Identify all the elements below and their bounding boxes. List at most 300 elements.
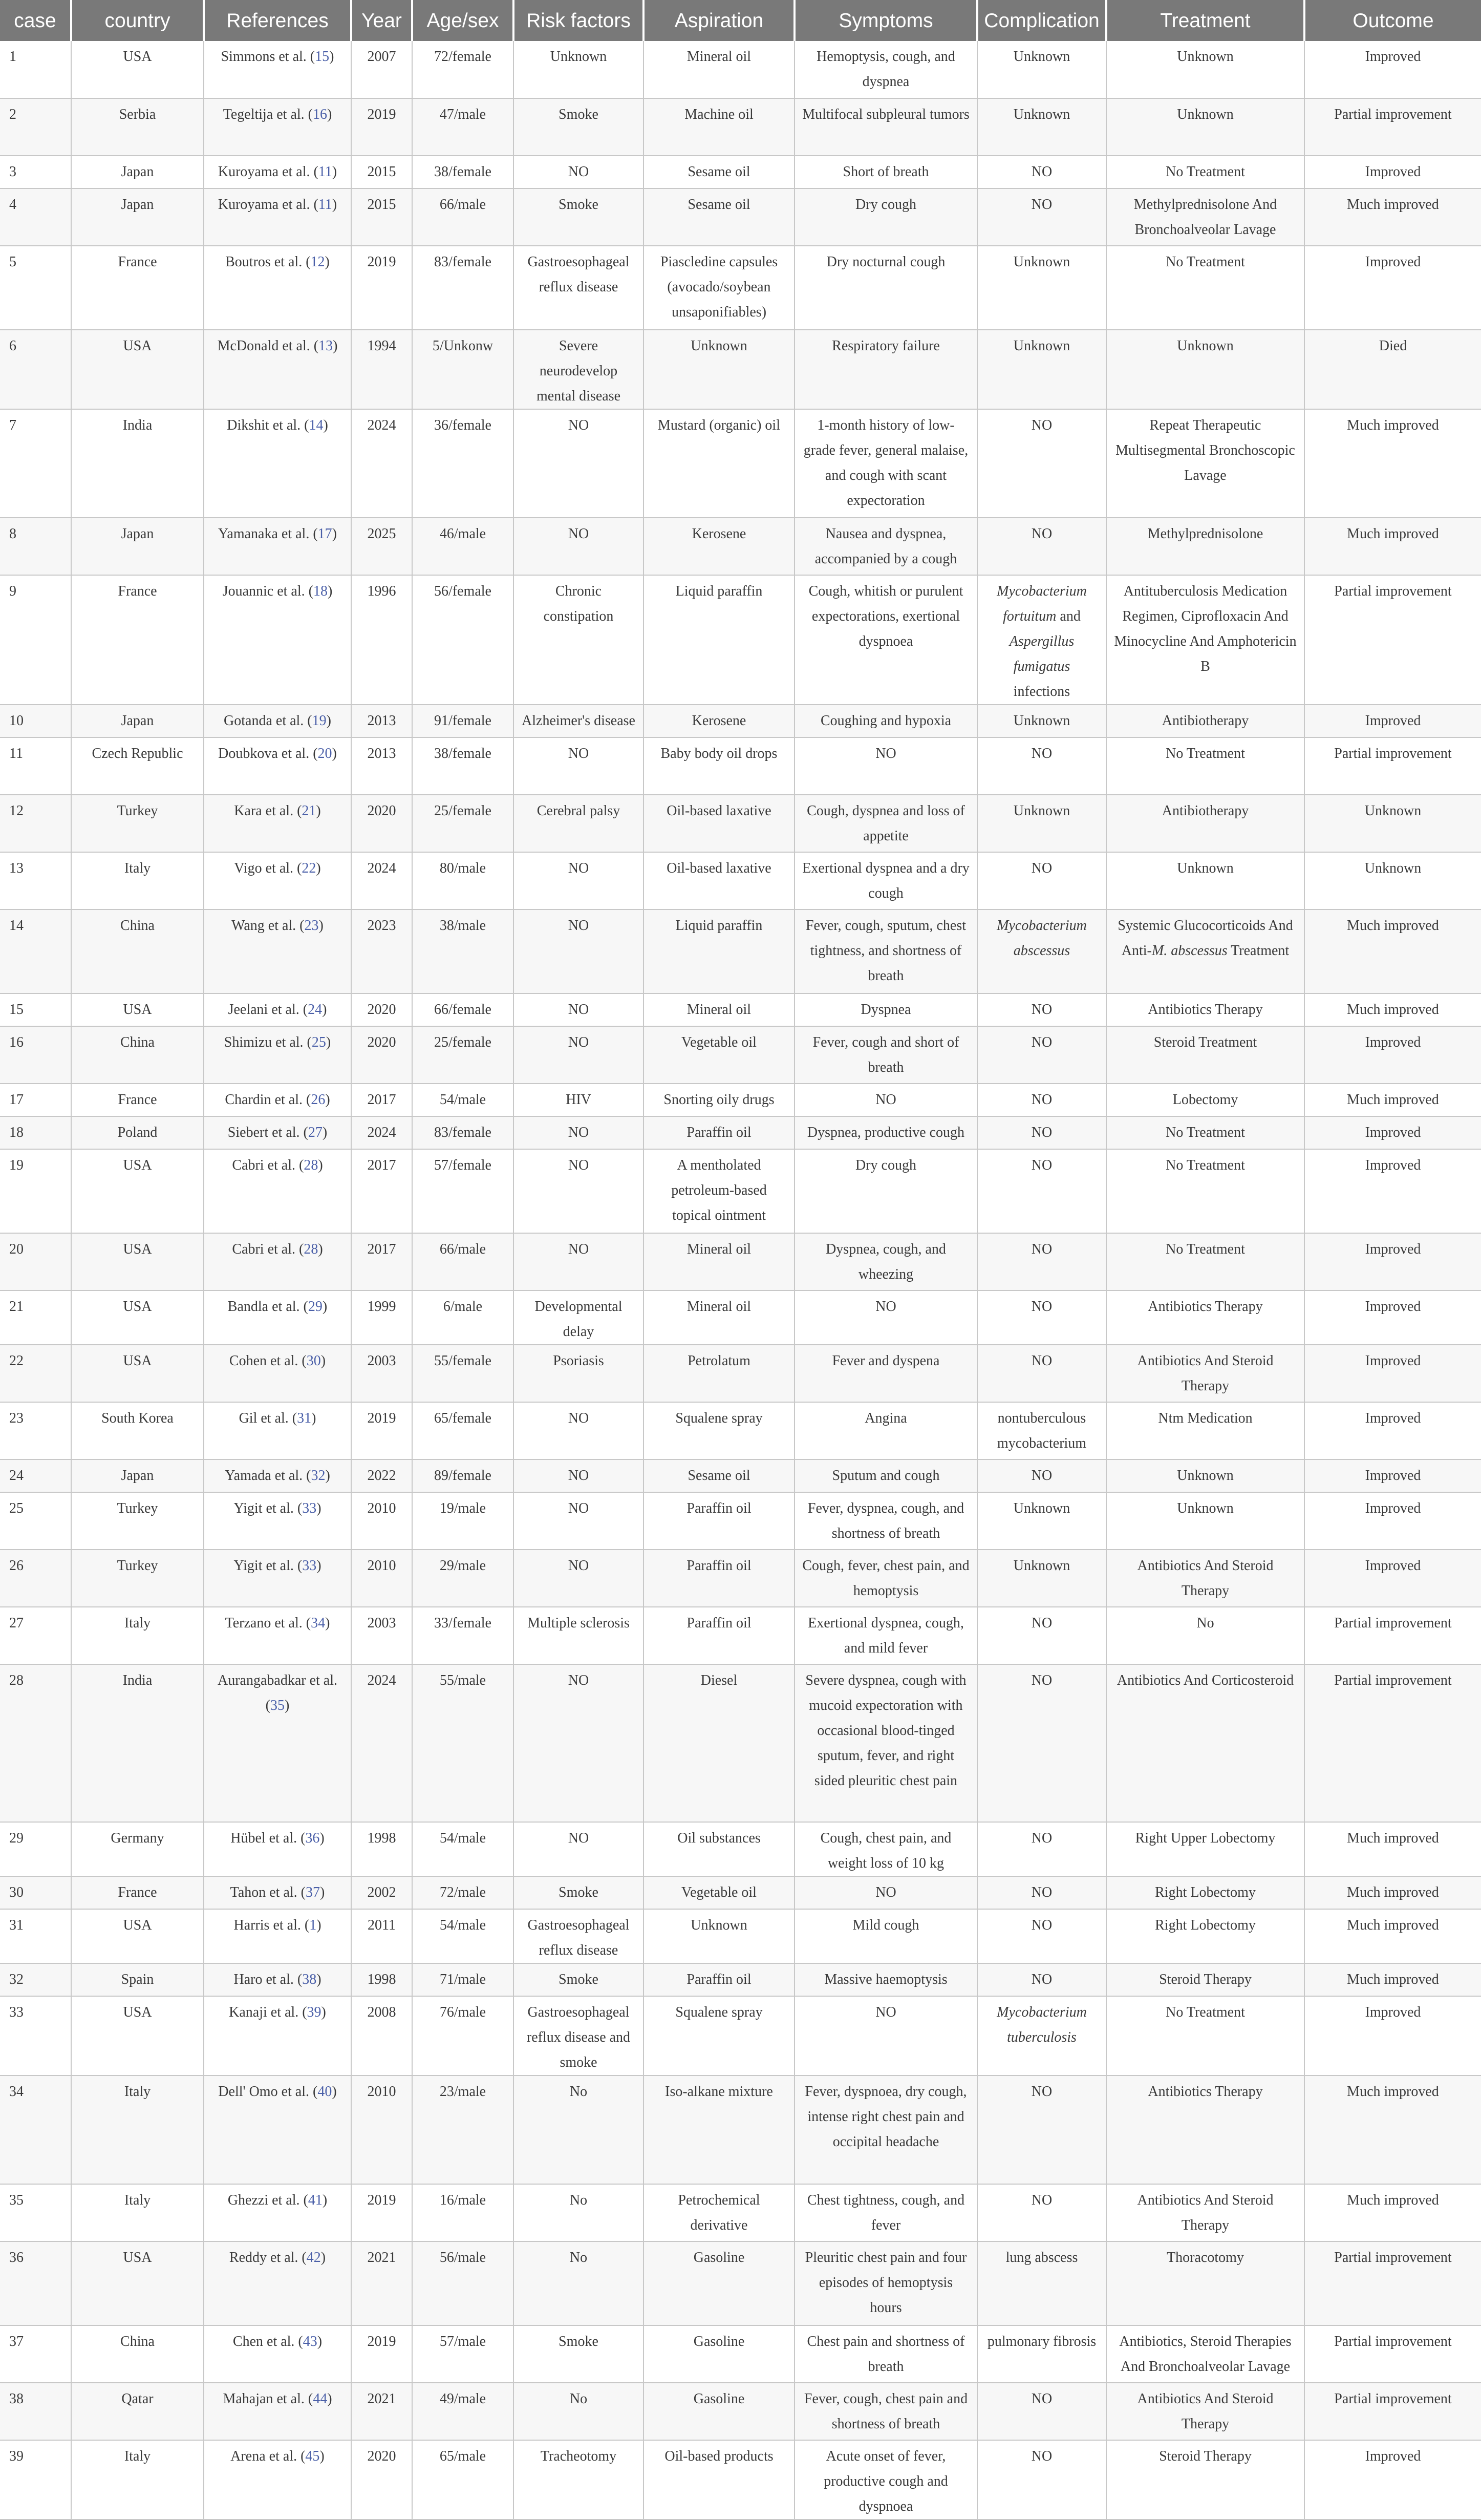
- cell-year: 2019: [351, 246, 412, 330]
- cell-outcome: Much improved: [1304, 2076, 1481, 2184]
- header-age-sex: Age/sex: [412, 0, 513, 41]
- cell-case: 5: [0, 246, 71, 330]
- cell-aspiration: Unknown: [643, 330, 795, 409]
- cell-outcome: Much improved: [1304, 993, 1481, 1026]
- reference-author: Cohen et al. (: [229, 1353, 307, 1369]
- header-references: References: [204, 0, 351, 41]
- cell-outcome: Improved: [1304, 41, 1481, 98]
- cell-references: Cabri et al. (28): [204, 1233, 351, 1290]
- cell-age-sex: 71/male: [412, 1963, 513, 1996]
- table-row: [0, 1550, 1481, 1607]
- cell-case: 39: [0, 2440, 71, 2519]
- cell-treatment: Antibiotics Therapy: [1106, 1290, 1304, 1345]
- cell-year: 2021: [351, 2383, 412, 2440]
- reference-author: Reddy et al. (: [229, 2250, 307, 2265]
- cell-aspiration: Paraffin oil: [643, 1550, 795, 1607]
- reference-link[interactable]: 1: [309, 1917, 317, 1933]
- cell-references: Harris et al. (1): [204, 1909, 351, 1963]
- cell-age-sex: 57/female: [412, 1149, 513, 1233]
- cell-case: 3: [0, 156, 71, 188]
- cell-year: 2019: [351, 1402, 412, 1459]
- cell-age-sex: 16/male: [412, 2184, 513, 2241]
- cell-complication: Unknown: [977, 41, 1106, 98]
- cell-age-sex: 66/female: [412, 993, 513, 1026]
- cell-age-sex: 47/male: [412, 98, 513, 156]
- cell-case: 20: [0, 1233, 71, 1290]
- reference-link[interactable]: 33: [302, 1558, 317, 1574]
- cell-outcome: Improved: [1304, 1550, 1481, 1607]
- reference-link[interactable]: 20: [317, 746, 332, 761]
- cell-case: 6: [0, 330, 71, 409]
- cell-country: Poland: [71, 1116, 204, 1149]
- cell-outcome: Much improved: [1304, 1822, 1481, 1876]
- cell-outcome: Improved: [1304, 1996, 1481, 2076]
- cell-outcome: Improved: [1304, 246, 1481, 330]
- reference-link[interactable]: 14: [309, 417, 324, 433]
- header-risk-factors: Risk factors: [513, 0, 643, 41]
- cell-outcome: Much improved: [1304, 1876, 1481, 1909]
- cell-treatment: No Treatment: [1106, 1996, 1304, 2076]
- reference-author: Jeelani et al. (: [228, 1002, 308, 1018]
- cell-country: Turkey: [71, 1492, 204, 1550]
- cell-treatment: Unknown: [1106, 1492, 1304, 1550]
- cell-country: Italy: [71, 1607, 204, 1664]
- cell-treatment: Antibiotherapy: [1106, 795, 1304, 852]
- cell-symptoms: Exertional dyspnea and a dry cough: [795, 852, 977, 909]
- reference-link[interactable]: 31: [297, 1410, 312, 1426]
- cell-case: 27: [0, 1607, 71, 1664]
- cell-risk-factors: Gastroesophageal reflux disease: [513, 246, 643, 330]
- cell-complication: NO: [977, 1116, 1106, 1149]
- cell-risk-factors: NO: [513, 518, 643, 575]
- cell-outcome: Improved: [1304, 2440, 1481, 2519]
- cell-outcome: Improved: [1304, 1402, 1481, 1459]
- reference-link[interactable]: 37: [306, 1884, 320, 1900]
- table-row: [0, 1233, 1481, 1290]
- reference-link[interactable]: 25: [311, 1034, 326, 1050]
- cell-treatment: Antibiotics Therapy: [1106, 993, 1304, 1026]
- cell-risk-factors: Smoke: [513, 188, 643, 246]
- cell-treatment: No Treatment: [1106, 1149, 1304, 1233]
- reference-author: Arena et al. (: [230, 2448, 306, 2464]
- cell-year: 2019: [351, 98, 412, 156]
- reference-link[interactable]: 18: [313, 583, 328, 599]
- reference-link[interactable]: 33: [302, 1500, 317, 1516]
- reference-link[interactable]: 40: [317, 2084, 332, 2100]
- cell-treatment: No Treatment: [1106, 1116, 1304, 1149]
- cell-year: 2020: [351, 993, 412, 1026]
- table-row: [0, 1822, 1481, 1876]
- cell-complication: NO: [977, 1963, 1106, 1996]
- cell-outcome: Improved: [1304, 1149, 1481, 1233]
- cell-age-sex: 36/female: [412, 409, 513, 518]
- reference-author: Kuroyama et al. (: [218, 164, 318, 180]
- cell-symptoms: Angina: [795, 1402, 977, 1459]
- header-row: [0, 0, 1481, 41]
- cell-references: Chen et al. (43): [204, 2325, 351, 2383]
- cell-references: Gotanda et al. (19): [204, 705, 351, 737]
- cell-aspiration: Squalene spray: [643, 1996, 795, 2076]
- cell-treatment: Lobectomy: [1106, 1084, 1304, 1116]
- table-row: [0, 2184, 1481, 2241]
- cell-risk-factors: NO: [513, 993, 643, 1026]
- cell-references: Chardin et al. (26): [204, 1084, 351, 1116]
- cell-case: 36: [0, 2241, 71, 2325]
- cell-age-sex: 38/female: [412, 737, 513, 795]
- cell-symptoms: NO: [795, 1290, 977, 1345]
- cell-age-sex: 89/female: [412, 1459, 513, 1492]
- cell-treatment: Right Upper Lobectomy: [1106, 1822, 1304, 1876]
- table-row: [0, 705, 1481, 737]
- reference-link[interactable]: 11: [318, 197, 332, 213]
- reference-link[interactable]: 19: [312, 713, 327, 729]
- cell-symptoms: Acute onset of fever, productive cough and dyspnoea: [795, 2440, 977, 2519]
- cell-age-sex: 49/male: [412, 2383, 513, 2440]
- table-row: [0, 98, 1481, 156]
- reference-author: Kuroyama et al. (: [218, 197, 318, 213]
- cell-case: 38: [0, 2383, 71, 2440]
- cell-aspiration: Gasoline: [643, 2325, 795, 2383]
- reference-link[interactable]: 17: [317, 526, 332, 542]
- cell-country: USA: [71, 2241, 204, 2325]
- cell-aspiration: Mineral oil: [643, 41, 795, 98]
- reference-link[interactable]: 43: [303, 2334, 317, 2349]
- table-row: [0, 1963, 1481, 1996]
- reference-link[interactable]: 27: [308, 1125, 323, 1140]
- cell-symptoms: 1-month history of low-grade fever, general malaise, and cough with scant expectoration: [795, 409, 977, 518]
- cell-case: 7: [0, 409, 71, 518]
- cell-aspiration: Paraffin oil: [643, 1607, 795, 1664]
- cell-symptoms: Dyspnea, cough, and wheezing: [795, 1233, 977, 1290]
- cell-year: 1999: [351, 1290, 412, 1345]
- table-row: [0, 993, 1481, 1026]
- cell-references: Simmons et al. (15): [204, 41, 351, 98]
- cell-symptoms: Cough, dyspnea and loss of appetite: [795, 795, 977, 852]
- table-row: [0, 2383, 1481, 2440]
- cell-complication: NO: [977, 993, 1106, 1026]
- cell-case: 35: [0, 2184, 71, 2241]
- cell-country: USA: [71, 1149, 204, 1233]
- reference-link[interactable]: 42: [306, 2250, 321, 2265]
- cell-outcome: Improved: [1304, 1345, 1481, 1402]
- cell-case: 23: [0, 1402, 71, 1459]
- cell-references: Jouannic et al. (18): [204, 575, 351, 705]
- cell-symptoms: Chest pain and shortness of breath: [795, 2325, 977, 2383]
- cell-case: 17: [0, 1084, 71, 1116]
- cell-references: Yigit et al. (33): [204, 1550, 351, 1607]
- cell-risk-factors: NO: [513, 1402, 643, 1459]
- reference-link[interactable]: 39: [307, 2004, 321, 2020]
- cell-aspiration: Iso-alkane mixture: [643, 2076, 795, 2184]
- cell-age-sex: 72/male: [412, 1876, 513, 1909]
- reference-link[interactable]: 23: [304, 918, 319, 934]
- cell-symptoms: NO: [795, 1996, 977, 2076]
- reference-link[interactable]: 15: [315, 49, 330, 65]
- cell-age-sex: 57/male: [412, 2325, 513, 2383]
- cell-aspiration: Petrochemical derivative: [643, 2184, 795, 2241]
- table-row: [0, 1402, 1481, 1459]
- cell-references: McDonald et al. (13): [204, 330, 351, 409]
- cell-year: 2015: [351, 156, 412, 188]
- cell-symptoms: Fever and dyspena: [795, 1345, 977, 1402]
- cell-treatment: Unknown: [1106, 1459, 1304, 1492]
- reference-link[interactable]: 21: [302, 803, 316, 819]
- cell-treatment: Unknown: [1106, 330, 1304, 409]
- cell-country: USA: [71, 41, 204, 98]
- cell-year: 2013: [351, 737, 412, 795]
- reference-link[interactable]: 29: [308, 1299, 323, 1315]
- cell-year: 2024: [351, 852, 412, 909]
- cell-outcome: Partial improvement: [1304, 2241, 1481, 2325]
- reference-link[interactable]: 16: [312, 107, 327, 122]
- cell-treatment: No: [1106, 1607, 1304, 1664]
- cell-outcome: Partial improvement: [1304, 575, 1481, 705]
- cell-case: 8: [0, 518, 71, 575]
- cell-case: 31: [0, 1909, 71, 1963]
- cell-complication: NO: [977, 1664, 1106, 1822]
- cell-treatment: Ntm Medication: [1106, 1402, 1304, 1459]
- cell-outcome: Improved: [1304, 1459, 1481, 1492]
- cell-symptoms: Pleuritic chest pain and four episodes of hemoptysis hours: [795, 2241, 977, 2325]
- cell-country: USA: [71, 993, 204, 1026]
- cell-risk-factors: NO: [513, 1116, 643, 1149]
- cell-references: Reddy et al. (42): [204, 2241, 351, 2325]
- reference-link[interactable]: 41: [308, 2192, 323, 2208]
- reference-author: Tegeltija et al. (: [223, 107, 313, 122]
- reference-link[interactable]: 32: [311, 1468, 326, 1484]
- cell-complication: NO: [977, 2440, 1106, 2519]
- cell-aspiration: Diesel: [643, 1664, 795, 1822]
- reference-author: Yigit et al. (: [233, 1558, 303, 1574]
- table-row: [0, 41, 1481, 98]
- cell-year: 2007: [351, 41, 412, 98]
- cell-aspiration: Liquid paraffin: [643, 909, 795, 993]
- cell-complication: NO: [977, 1822, 1106, 1876]
- cell-country: USA: [71, 330, 204, 409]
- cell-treatment: Thoracotomy: [1106, 2241, 1304, 2325]
- cell-references: Kara et al. (21): [204, 795, 351, 852]
- cell-age-sex: 65/female: [412, 1402, 513, 1459]
- cell-references: Mahajan et al. (44): [204, 2383, 351, 2440]
- cell-complication: NO: [977, 737, 1106, 795]
- cell-country: India: [71, 1664, 204, 1822]
- cell-outcome: Much improved: [1304, 188, 1481, 246]
- cell-complication: NO: [977, 156, 1106, 188]
- cell-year: 1998: [351, 1963, 412, 1996]
- reference-link[interactable]: 12: [310, 254, 325, 270]
- cell-outcome: Partial improvement: [1304, 737, 1481, 795]
- cell-country: Italy: [71, 2184, 204, 2241]
- reference-link[interactable]: 13: [318, 338, 333, 354]
- cell-complication: NO: [977, 2184, 1106, 2241]
- cell-country: South Korea: [71, 1402, 204, 1459]
- cell-country: Japan: [71, 188, 204, 246]
- cell-outcome: Much improved: [1304, 409, 1481, 518]
- reference-link[interactable]: 35: [270, 1698, 285, 1713]
- reference-link[interactable]: 11: [318, 164, 332, 180]
- cell-treatment: Systemic Glucocorticoids And Anti-M. abscessus Treatment: [1106, 909, 1304, 993]
- cell-symptoms: Fever, cough, sputum, chest tightness, and shortness of breath: [795, 909, 977, 993]
- reference-link[interactable]: 30: [306, 1353, 321, 1369]
- cell-outcome: Improved: [1304, 1290, 1481, 1345]
- cell-risk-factors: Alzheimer's disease: [513, 705, 643, 737]
- reference-author: Tahon et al. (: [230, 1884, 306, 1900]
- reference-link[interactable]: 28: [304, 1241, 318, 1257]
- cell-references: Shimizu et al. (25): [204, 1026, 351, 1084]
- cell-risk-factors: NO: [513, 1492, 643, 1550]
- reference-link[interactable]: 22: [302, 860, 316, 876]
- cell-aspiration: Petrolatum: [643, 1345, 795, 1402]
- header-year: Year: [351, 0, 412, 41]
- table-row: [0, 2241, 1481, 2325]
- cell-complication: NO: [977, 1290, 1106, 1345]
- cell-references: Vigo et al. (22): [204, 852, 351, 909]
- table-row: [0, 1492, 1481, 1550]
- cell-references: Wang et al. (23): [204, 909, 351, 993]
- reference-author: Gil et al. (: [239, 1410, 297, 1426]
- cell-treatment: Unknown: [1106, 98, 1304, 156]
- cell-references: Siebert et al. (27): [204, 1116, 351, 1149]
- cell-age-sex: 76/male: [412, 1996, 513, 2076]
- table-row: [0, 1909, 1481, 1963]
- cell-references: Haro et al. (38): [204, 1963, 351, 1996]
- cell-case: 29: [0, 1822, 71, 1876]
- cell-year: 2017: [351, 1233, 412, 1290]
- reference-link[interactable]: 28: [304, 1157, 318, 1173]
- cell-complication: Unknown: [977, 1550, 1106, 1607]
- reference-link[interactable]: 38: [302, 1972, 317, 1987]
- header-country: country: [71, 0, 204, 41]
- cell-aspiration: Mineral oil: [643, 1290, 795, 1345]
- cell-references: Dikshit et al. (14): [204, 409, 351, 518]
- cell-year: 1998: [351, 1822, 412, 1876]
- cell-outcome: Unknown: [1304, 852, 1481, 909]
- reference-author: Aurangabadkar et al. (: [218, 1672, 337, 1713]
- reference-link[interactable]: 45: [305, 2448, 320, 2464]
- cell-symptoms: Chest tightness, cough, and fever: [795, 2184, 977, 2241]
- table-row: [0, 330, 1481, 409]
- cell-complication: NO: [977, 1026, 1106, 1084]
- table-row: [0, 188, 1481, 246]
- cell-symptoms: NO: [795, 1084, 977, 1116]
- cell-treatment: Steroid Therapy: [1106, 2440, 1304, 2519]
- cell-treatment: Steroid Therapy: [1106, 1963, 1304, 1996]
- cell-aspiration: Mineral oil: [643, 993, 795, 1026]
- cell-aspiration: Kerosene: [643, 518, 795, 575]
- cell-references: Tahon et al. (37): [204, 1876, 351, 1909]
- reference-link[interactable]: 34: [311, 1615, 326, 1631]
- cell-outcome: Much improved: [1304, 1963, 1481, 1996]
- cell-country: Italy: [71, 2076, 204, 2184]
- cell-year: 2019: [351, 2325, 412, 2383]
- cell-aspiration: Paraffin oil: [643, 1492, 795, 1550]
- reference-author: Gotanda et al. (: [224, 713, 312, 729]
- table-row: [0, 1149, 1481, 1233]
- cell-age-sex: 66/male: [412, 1233, 513, 1290]
- table-row: [0, 575, 1481, 705]
- cell-complication: NO: [977, 1909, 1106, 1963]
- cell-country: France: [71, 575, 204, 705]
- cell-age-sex: 56/female: [412, 575, 513, 705]
- reference-author: Chardin et al. (: [225, 1092, 311, 1108]
- cell-symptoms: Fever, cough, chest pain and shortness of breath: [795, 2383, 977, 2440]
- cell-country: China: [71, 2325, 204, 2383]
- reference-link[interactable]: 26: [311, 1092, 326, 1108]
- cell-aspiration: Unknown: [643, 1909, 795, 1963]
- cell-symptoms: Hemoptysis, cough, and dyspnea: [795, 41, 977, 98]
- cell-references: Doubkova et al. (20): [204, 737, 351, 795]
- cell-case: 21: [0, 1290, 71, 1345]
- cell-treatment: Steroid Treatment: [1106, 1026, 1304, 1084]
- table-row: [0, 1345, 1481, 1402]
- reference-link[interactable]: 44: [313, 2391, 328, 2407]
- cell-case: 22: [0, 1345, 71, 1402]
- cell-symptoms: Dyspnea: [795, 993, 977, 1026]
- reference-link[interactable]: 36: [305, 1830, 320, 1846]
- cell-outcome: Partial improvement: [1304, 2383, 1481, 2440]
- cell-treatment: Antibiotics, Steroid Therapies And Bronchoalveolar Lavage: [1106, 2325, 1304, 2383]
- cell-case: 34: [0, 2076, 71, 2184]
- cell-aspiration: Vegetable oil: [643, 1026, 795, 1084]
- cell-aspiration: Baby body oil drops: [643, 737, 795, 795]
- cell-year: 2017: [351, 1149, 412, 1233]
- cell-age-sex: 38/male: [412, 909, 513, 993]
- cell-aspiration: Kerosene: [643, 705, 795, 737]
- table-row: [0, 1664, 1481, 1822]
- cell-outcome: Improved: [1304, 1233, 1481, 1290]
- cell-references: Yigit et al. (33): [204, 1492, 351, 1550]
- cell-complication: NO: [977, 1459, 1106, 1492]
- cell-aspiration: Gasoline: [643, 2241, 795, 2325]
- cell-year: 1994: [351, 330, 412, 409]
- cell-outcome: Improved: [1304, 156, 1481, 188]
- cell-symptoms: Cough, fever, chest pain, and hemoptysis: [795, 1550, 977, 1607]
- reference-author: Wang et al. (: [231, 918, 305, 934]
- cell-complication: Mycobacterium fortuitum and Aspergillus fumigatus infections: [977, 575, 1106, 705]
- cell-risk-factors: Smoke: [513, 1963, 643, 1996]
- cell-complication: NO: [977, 1233, 1106, 1290]
- reference-author: Mahajan et al. (: [223, 2391, 313, 2407]
- header-treatment: Treatment: [1106, 0, 1304, 41]
- reference-author: Cabri et al. (: [232, 1241, 304, 1257]
- reference-author: Dikshit et al. (: [227, 417, 309, 433]
- table-row: [0, 1876, 1481, 1909]
- cell-aspiration: Oil-based laxative: [643, 795, 795, 852]
- cell-risk-factors: No: [513, 2383, 643, 2440]
- cell-treatment: No Treatment: [1106, 1233, 1304, 1290]
- reference-link[interactable]: 24: [308, 1002, 323, 1018]
- table-row: [0, 852, 1481, 909]
- cell-symptoms: Severe dyspnea, cough with mucoid expectoration with occasional blood-tinged sputum, fever, and right sided pleuritic chest pain: [795, 1664, 977, 1822]
- cell-outcome: Improved: [1304, 705, 1481, 737]
- cell-complication: NO: [977, 518, 1106, 575]
- table-row: [0, 1459, 1481, 1492]
- cell-age-sex: 19/male: [412, 1492, 513, 1550]
- cell-risk-factors: Tracheotomy: [513, 2440, 643, 2519]
- cell-symptoms: NO: [795, 737, 977, 795]
- cell-symptoms: Fever, dyspnoea, dry cough, intense right chest pain and occipital headache: [795, 2076, 977, 2184]
- cell-symptoms: Exertional dyspnea, cough, and mild fever: [795, 1607, 977, 1664]
- cell-references: Kuroyama et al. (11): [204, 188, 351, 246]
- cell-symptoms: Short of breath: [795, 156, 977, 188]
- cell-risk-factors: NO: [513, 409, 643, 518]
- cell-outcome: Improved: [1304, 1116, 1481, 1149]
- cell-risk-factors: Gastroesophageal reflux disease: [513, 1909, 643, 1963]
- reference-author: Simmons et al. (: [221, 49, 315, 65]
- reference-author: Chen et al. (: [232, 2334, 303, 2349]
- cell-year: 2010: [351, 1550, 412, 1607]
- reference-author: Bandla et al. (: [227, 1299, 308, 1315]
